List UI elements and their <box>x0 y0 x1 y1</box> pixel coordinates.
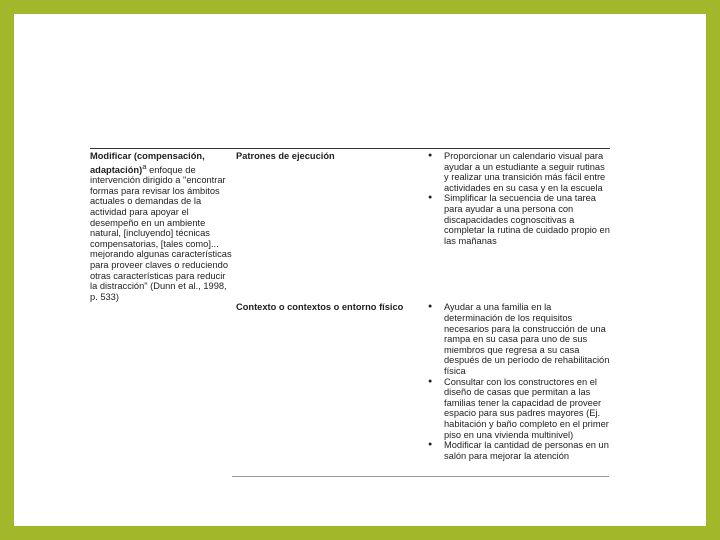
list-item: ● Simplificar la secuencia de una tarea para ayudar a una persona con discapacidades cognoscitivas a completar la rutina de cuidado propio en las mañanas <box>426 193 610 246</box>
list-item: ● Consultar con los constructores en el diseño de casas que permitan a las familias tener la capacidad de proveer espacio para sus padres mayores (Ej. habitación y baño completo en el primer piso en una vivienda multinivel) <box>426 377 610 441</box>
table-row <box>90 148 610 302</box>
approach-cell <box>90 151 236 302</box>
list-item: ● Modificar la cantidad de personas en un salón para mejorar la atención <box>426 440 610 461</box>
approach-heading: Modificar (compensación, adaptación) <box>90 151 205 175</box>
examples-cell <box>426 151 610 302</box>
examples-cell <box>426 302 610 461</box>
intervention-table <box>90 148 610 461</box>
list-item: ● Proporcionar un calendario visual para ayudar a un estudiante a seguir rutinas y realizar una transición más fácil entre actividades en su casa y en la escuela <box>426 151 610 193</box>
table-bottom-rule <box>232 476 609 477</box>
approach-footnote-mark: a <box>142 161 147 171</box>
approach-description: enfoque de intervención dirigido a "encontrar formas para revisar los ámbitos actuales o demandas de la actividad para apoyar el desempeño en un ambiente natural, [incluyendo] técnicas compensatorias, [tales como]... mejorando algunas características para proveer claves o reduciendo otras características para reducir la distracción" (Dunn et al., 1998, p. 533) <box>90 164 232 302</box>
context-cell: Contexto o contextos o entorno físico <box>236 302 404 313</box>
context-cell: Patrones de ejecución <box>236 151 335 161</box>
table-row <box>90 302 610 461</box>
list-item: ● Ayudar a una familia en la determinación de los requisitos necesarios para la construcción de una rampa en su casa para uno de sus miembros que regresa a su casa después de un período de rehabilitación física <box>426 302 610 376</box>
